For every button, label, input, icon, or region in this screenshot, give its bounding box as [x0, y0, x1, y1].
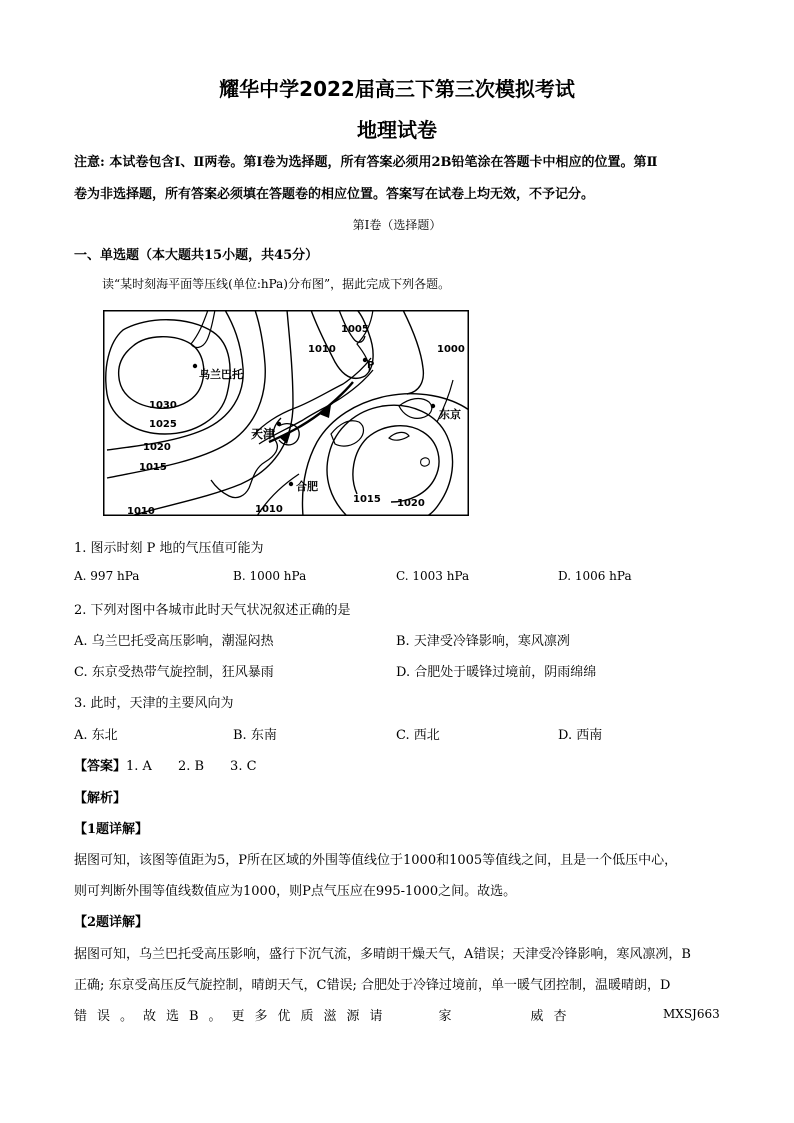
question-2-option-c: C. 东京受热带气旋控制，狂风暴雨 — [74, 665, 274, 680]
question-1-option-b: B. 1000 hPa — [233, 569, 307, 583]
notice-line-1: 注意: 本试卷包含Ⅰ、Ⅱ两卷。第Ⅰ卷为选择题，所有答案必须用2B铅笔涂在答题卡中相应的位置。第Ⅱ — [74, 155, 658, 170]
isobar-label: 1010 — [308, 344, 336, 355]
isobar-label: 1020 — [143, 442, 171, 453]
isobar-label: 1015 — [139, 462, 167, 473]
question-2-option-b: B. 天津受冷锋影响，寒风凛冽 — [396, 634, 570, 649]
notice-line-2: 卷为非选择题，所有答案必须填在答题卷的相应位置。答案写在试卷上均无效，不予记分。 — [74, 187, 595, 202]
isobar-label: 1015 — [353, 494, 381, 505]
analysis-q1-line-2: 则可判断外围等值线数值应为1000，则P点气压应在995-1000之间。故选。 — [74, 884, 517, 899]
question-3-option-a: A. 东北 — [74, 728, 118, 743]
tianjin-label: 天津 — [251, 427, 276, 441]
ulaanbaatar-dot — [193, 364, 197, 368]
watermark-code: MXSJ663 — [663, 1007, 720, 1021]
answer-row — [74, 755, 257, 774]
p-label: P — [367, 360, 375, 371]
page-title: 耀华中学2022届高三下第三次模拟考试 — [219, 77, 575, 101]
answer-label: 【答案】 — [74, 759, 127, 774]
question-2-stem: 2. 下列对图中各城市此时天气状况叙述正确的是 — [74, 603, 351, 618]
question-2-option-a: A. 乌兰巴托受高压影响，潮湿闷热 — [74, 634, 274, 649]
isobar-map — [103, 310, 469, 516]
isobar-label: 1010 — [255, 504, 283, 515]
analysis-q2-line-3: 错误。故选B。更多优质滋源请 家 威杏 — [74, 1009, 577, 1024]
hefei-dot — [289, 482, 293, 486]
analysis-q2-line-2: 正确; 东京受高压反气旋控制，晴朗天气，C错误; 合肥处于冷锋过境前，单一暖气团控制，温暖晴朗，D — [74, 978, 671, 993]
isobar-label: 1025 — [149, 419, 177, 430]
ulaanbaatar-label: 乌兰巴托 — [199, 368, 243, 381]
hefei-label: 合肥 — [296, 480, 318, 493]
analysis-q1-title: 【1题详解】 — [74, 822, 149, 837]
page-subtitle: 地理试卷 — [357, 118, 437, 142]
tokyo-label: 东京 — [439, 408, 461, 421]
question-1-option-a: A. 997 hPa — [74, 569, 140, 583]
question-1-option-c: C. 1003 hPa — [396, 569, 470, 583]
question-3-option-c: C. 西北 — [396, 728, 440, 743]
answer-item: 2. B — [177, 759, 205, 774]
answer-item: 3. C — [230, 759, 257, 774]
intro-text: 读“某时刻海平面等压线(单位:hPa)分布图”，据此完成下列各题。 — [102, 277, 451, 291]
isobar-label: 1000 — [437, 344, 465, 355]
question-3-option-b: B. 东南 — [233, 728, 277, 743]
analysis-q2-line-1: 据图可知，乌兰巴托受高压影响，盛行下沉气流，多晴朗干燥天气，A错误；天津受冷锋影响，寒风凛冽，B — [74, 947, 691, 962]
tianjin-dot — [277, 422, 281, 426]
isobar-label: 1010 — [127, 506, 155, 516]
analysis-q2-title: 【2题详解】 — [74, 915, 149, 930]
question-1-stem: 1. 图示时刻 P 地的气压值可能为 — [74, 541, 264, 556]
analysis-q1-line-1: 据图可知，该图等值距为5，P所在区域的外围等值线位于1000和1005等值线之间，且是一个低压中心， — [74, 853, 678, 868]
question-2-option-d: D. 合肥处于暖锋过境前，阴雨绵绵 — [396, 665, 597, 680]
section-title: 第Ⅰ卷（选择题） — [352, 218, 442, 232]
analysis-label: 【解析】 — [74, 791, 127, 806]
part-title: 一、单选题（本大题共15小题，共45分） — [74, 248, 319, 263]
question-1-option-d: D. 1006 hPa — [558, 569, 632, 583]
isobar-label: 1030 — [149, 400, 177, 411]
tokyo-dot — [431, 404, 435, 408]
isobar-label: 1005 — [341, 324, 369, 335]
answer-item: 1. A — [126, 759, 152, 774]
question-3-option-d: D. 西南 — [558, 728, 603, 743]
isobar-label: 1020 — [397, 498, 425, 509]
question-3-stem: 3. 此时，天津的主要风向为 — [74, 696, 234, 711]
